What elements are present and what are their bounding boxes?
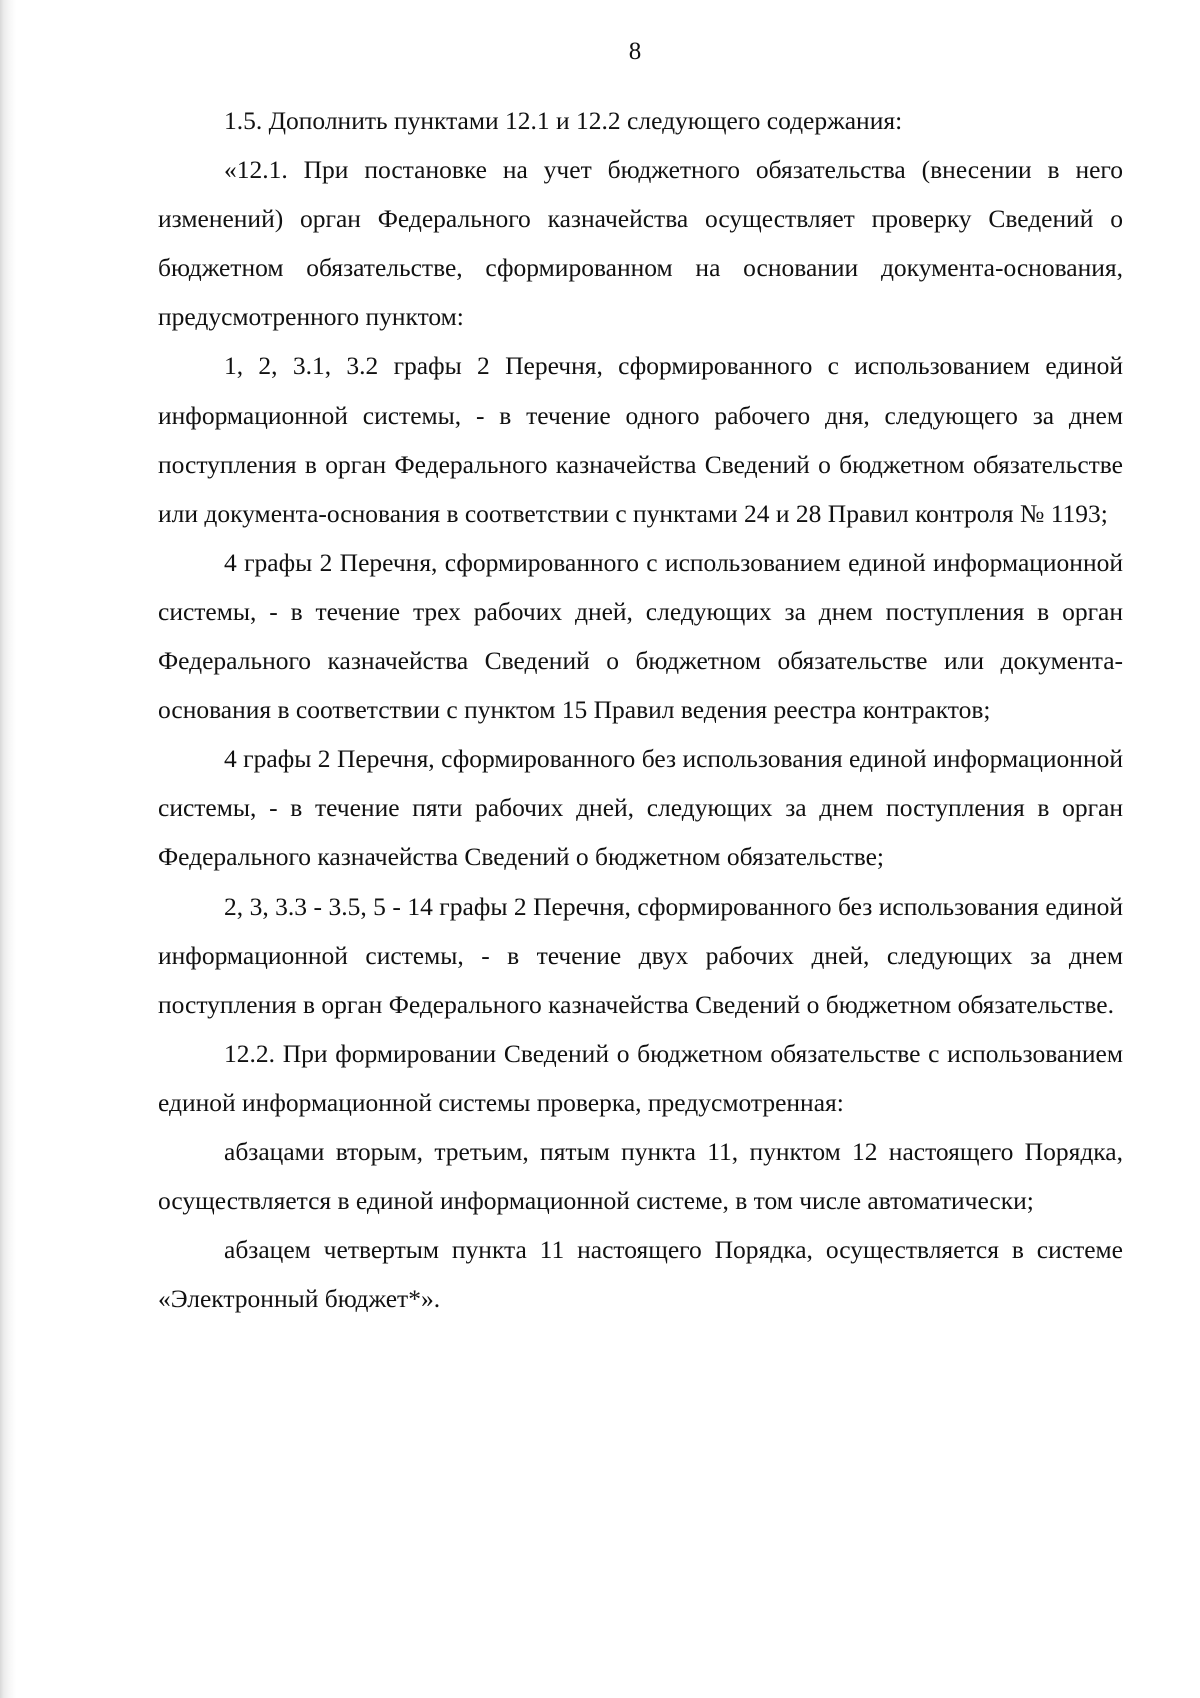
paragraph-12-1-intro: «12.1. При постановке на учет бюджетного обязательства (внесении в него изменений) орган Федерального казначейства осуществляет проверку Сведений о бюджетном обязательстве, сформированном на основании документа-основания, предусмотренного пунктом: <box>158 155 1123 332</box>
paragraph-item-4-without-eis: 4 графы 2 Перечня, сформированного без использования единой информационной системы, - в течение пяти рабочих дней, следующих за днем поступления в орган Федерального казначейства Сведений о бюджетном обязательстве; <box>158 744 1123 872</box>
paragraph-item-2-3-5-14: 2, 3, 3.3 - 3.5, 5 - 14 графы 2 Перечня, сформированного без использования единой информационной системы, - в течение двух рабочих дней, следующих за днем поступления в орган Федерального казначейства Сведений о бюджетном обязательстве. <box>158 891 1123 1019</box>
paragraph-check-in-eis: абзацами вторым, третьим, пятым пункта 11, пунктом 12 настоящего Порядка, осуществляется в единой информационной системе, в том числе автоматически; <box>158 1136 1123 1216</box>
paragraph-1-5: 1.5. Дополнить пунктами 12.1 и 12.2 следующего содержания: <box>224 106 903 135</box>
paragraph-item-4-with-eis: 4 графы 2 Перечня, сформированного с использованием единой информационной системы, - в течение трех рабочих дней, следующих за днем поступления в орган Федерального казначейства Сведений о бюджетном обязательстве или документа-основания в соответствии с пунктом 15 Правил ведения реестра контрактов; <box>158 547 1123 725</box>
paragraph-item-1-2-3: 1, 2, 3.1, 3.2 графы 2 Перечня, сформированного с использованием единой информационной системы, - в течение одного рабочего дня, следующего за днем поступления в орган Федерального казначейства Сведений о бюджетном обязательстве или документа-основания в соответствии с пунктами 24 и 28 Правил контроля № 1193; <box>158 351 1123 528</box>
paragraph-check-in-electronic-budget: абзацем четвертым пункта 11 настоящего Порядка, осуществляется в системе «Электронный бюджет*». <box>158 1235 1123 1314</box>
page-number: 8 <box>628 38 642 65</box>
paragraph-12-2-intro: 12.2. При формировании Сведений о бюджетном обязательстве с использованием единой информационной системы проверка, предусмотренная: <box>158 1038 1123 1117</box>
scan-edge-shadow <box>0 0 16 1698</box>
document-body <box>158 96 1123 1323</box>
